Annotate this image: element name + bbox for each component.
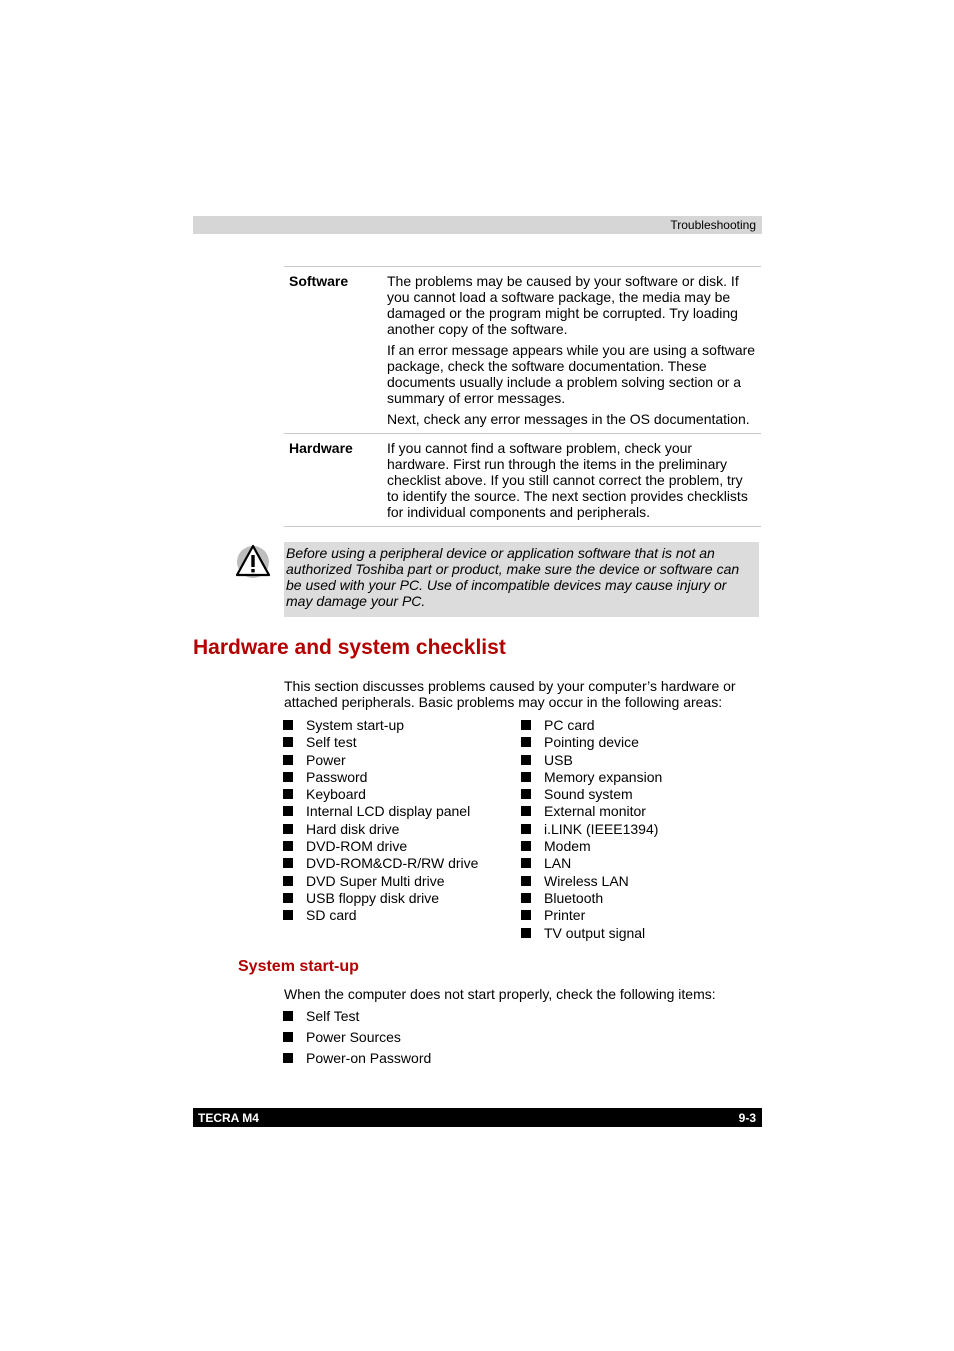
list-item: Printer <box>521 907 662 924</box>
paragraph: If an error message appears while you are using a software package, check the software documentation. These documents usually include a problem solving section or a summary of error messages. <box>387 342 756 406</box>
paragraph: The problems may be caused by your software or disk. If you cannot load a software package, the media may be damaged or the program might be corrupted. Try loading another copy of the software. <box>387 273 739 337</box>
list-item: TV output signal <box>521 925 662 942</box>
square-bullet-icon <box>283 1032 293 1042</box>
square-bullet-icon <box>521 876 531 886</box>
list-item: USB floppy disk drive <box>283 890 478 907</box>
table-row-software <box>284 266 761 433</box>
square-bullet-icon <box>283 1011 293 1021</box>
list-item: i.LINK (IEEE1394) <box>521 821 662 838</box>
page-header-bar <box>193 216 762 234</box>
paragraph: Next, check any error messages in the OS documentation. <box>387 411 750 427</box>
list-item: Hard disk drive <box>283 821 478 838</box>
chapter-title: Troubleshooting <box>670 218 756 232</box>
list-item: Bluetooth <box>521 890 662 907</box>
table-row-hardware <box>284 433 761 527</box>
page-footer-bar <box>193 1108 762 1127</box>
list-item: PC card <box>521 717 662 734</box>
square-bullet-icon <box>521 858 531 868</box>
subsection-heading: System start-up <box>238 958 359 975</box>
problem-source-table <box>284 266 761 527</box>
square-bullet-icon <box>283 858 293 868</box>
list-item: LAN <box>521 855 662 872</box>
list-item: Modem <box>521 838 662 855</box>
list-item: Power <box>283 752 478 769</box>
list-item: Power-on Password <box>283 1048 431 1069</box>
list-item: Keyboard <box>283 786 478 803</box>
list-item: DVD-ROM drive <box>283 838 478 855</box>
list-item: SD card <box>283 907 478 924</box>
list-item: Wireless LAN <box>521 873 662 890</box>
list-item: Self Test <box>283 1006 431 1027</box>
section-intro: This section discusses problems caused by your computer’s hardware or attached peripherals. Basic problems may occur in the following areas: <box>284 678 736 710</box>
list-item: Sound system <box>521 786 662 803</box>
list-item: Power Sources <box>283 1027 431 1048</box>
square-bullet-icon <box>283 772 293 782</box>
square-bullet-icon <box>283 841 293 851</box>
square-bullet-icon <box>521 893 531 903</box>
list-item: DVD-ROM&CD-R/RW drive <box>283 855 478 872</box>
square-bullet-icon <box>283 893 293 903</box>
row-body <box>387 440 761 520</box>
caution-note: Before using a peripheral device or application software that is not an authorized Toshiba part or product, make sure the device or software can be used with your PC. Use of incompatible devices may cause injury or may damage your PC. <box>284 542 759 617</box>
warning-triangle-icon <box>235 543 271 579</box>
startup-checklist <box>283 1006 431 1069</box>
square-bullet-icon <box>283 737 293 747</box>
subsection-intro: When the computer does not start properly, check the following items: <box>284 986 716 1002</box>
section-heading: Hardware and system checklist <box>193 636 506 659</box>
square-bullet-icon <box>521 928 531 938</box>
model-name: TECRA M4 <box>198 1111 259 1125</box>
square-bullet-icon <box>521 806 531 816</box>
square-bullet-icon <box>283 789 293 799</box>
list-item: Pointing device <box>521 734 662 751</box>
paragraph: If you cannot find a software problem, check your hardware. First run through the items in the preliminary checklist above. If you still cannot correct the problem, try to identify the source. The next section provides checklists for individual components and peripherals. <box>387 440 748 520</box>
row-label: Hardware <box>289 440 353 456</box>
square-bullet-icon <box>521 737 531 747</box>
list-item: Internal LCD display panel <box>283 803 478 820</box>
row-label: Software <box>289 273 349 289</box>
list-item: Password <box>283 769 478 786</box>
row-body <box>387 273 761 427</box>
square-bullet-icon <box>283 824 293 834</box>
list-item: USB <box>521 752 662 769</box>
square-bullet-icon <box>521 841 531 851</box>
list-item: Memory expansion <box>521 769 662 786</box>
square-bullet-icon <box>283 755 293 765</box>
page-number: 9-3 <box>738 1111 756 1125</box>
list-item: External monitor <box>521 803 662 820</box>
checklist-column-right <box>521 717 662 942</box>
square-bullet-icon <box>283 720 293 730</box>
checklist-column-left <box>283 717 478 925</box>
square-bullet-icon <box>521 789 531 799</box>
square-bullet-icon <box>283 876 293 886</box>
square-bullet-icon <box>283 910 293 920</box>
list-item: System start-up <box>283 717 478 734</box>
list-item: DVD Super Multi drive <box>283 873 478 890</box>
square-bullet-icon <box>521 824 531 834</box>
square-bullet-icon <box>521 772 531 782</box>
square-bullet-icon <box>521 910 531 920</box>
list-item: Self test <box>283 734 478 751</box>
square-bullet-icon <box>521 720 531 730</box>
square-bullet-icon <box>521 755 531 765</box>
square-bullet-icon <box>283 1053 293 1063</box>
square-bullet-icon <box>283 806 293 816</box>
